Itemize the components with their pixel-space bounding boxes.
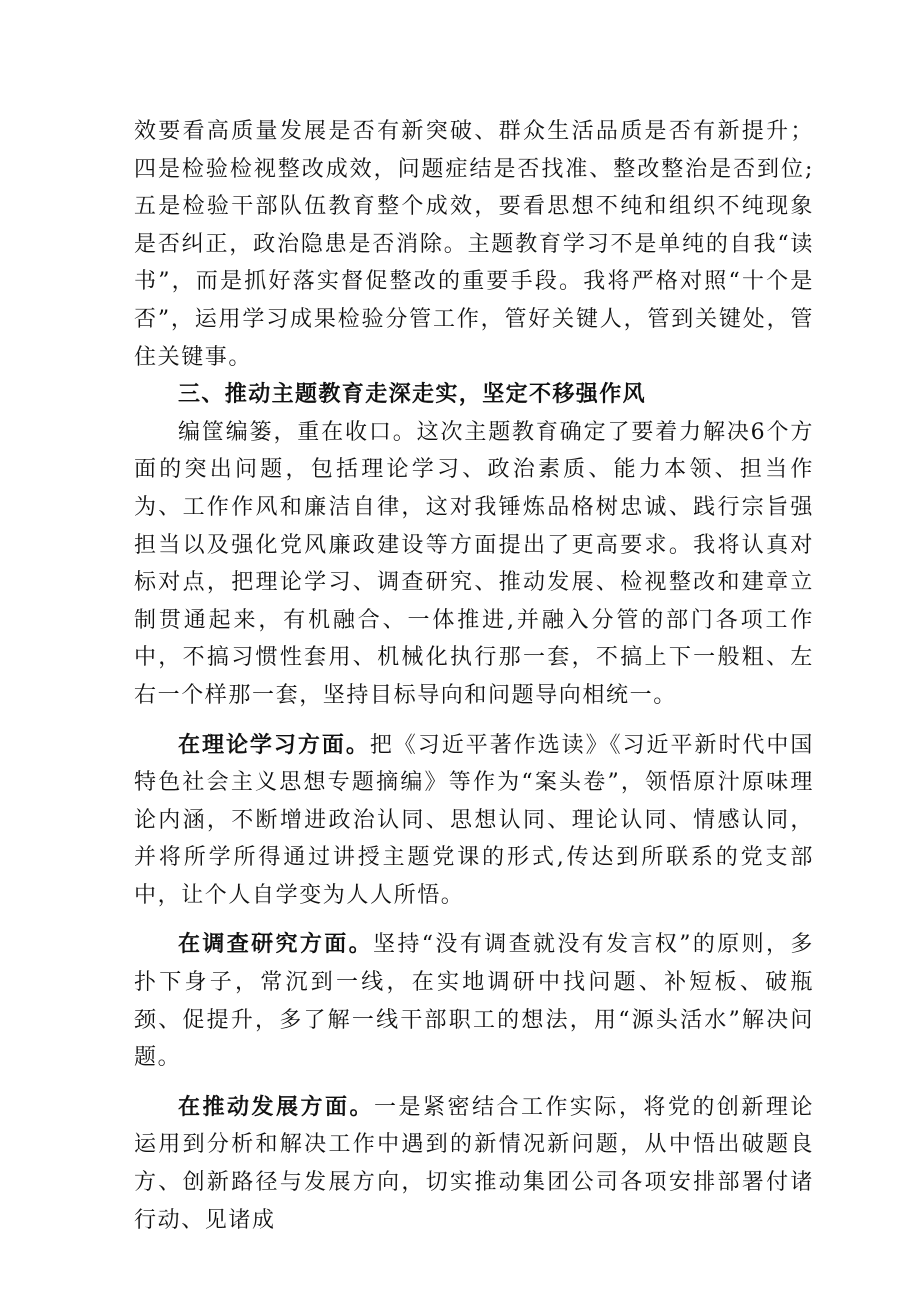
paragraph-investigation xyxy=(134,926,814,1076)
paragraph-inspection-items: 效要看高质量发展是否有新突破、群众生活品质是否有新提升；四是检验检视整改成效，问题症结是否找准、整改整治是否到位;五是检验干部队伍教育整个成效，要看思想不纯和组织不纯现象是否纠正，政治隐患是否消除。主题教育学习不是单纯的自我“读书”，而是抓好落实督促整改的重要手段。我将严格对照“十个是否”，运用学习成果检验分管工作，管好关键人，管到关键处，管住关键事。 xyxy=(134,119,814,370)
paragraph-theory-study xyxy=(134,727,814,915)
investigation-body: 坚持“没有调查就没有发言权”的原则，多扑下身子，常沉到一线，在实地调研中找问题、补短板、破瓶颈、促提升，多了解一线干部职工的想法，用“源头活水”解决问题。 xyxy=(134,932,814,1071)
paragraph-main-problems: 编筐编篓，重在收口。这次主题教育确定了要着力解决6个方面的突出问题，包括理论学习、政治素质、能力本领、担当作为、工作作风和廉洁自律，这对我锤炼品格树忠诚、践行宗旨强担当以及强化党风廉政建设等方面提出了更高要求。我将认真对标对点，把理论学习、调查研究、推动发展、检视整改和建章立制贯通起来，有机融合、一体推进,并融入分管的部门各项工作中，不搞习惯性套用、机械化执行那一套，不搞上下一般粗、左右一个样那一套，坚持目标导向和问题导向相统一。 xyxy=(134,419,814,708)
development-body: 一是紧密结合工作实际，将党的创新理论运用到分析和解决工作中遇到的新情况新问题，从中悟出破题良方、创新路径与发展方向，切实推动集团公司各项安排部署付诸行动、见诸成 xyxy=(134,1094,814,1233)
section-heading-three: 三、推动主题教育走深走实，坚定不移强作风 xyxy=(178,382,647,408)
development-lead: 在推动发展方面。 xyxy=(178,1094,374,1120)
investigation-lead: 在调查研究方面。 xyxy=(178,932,374,958)
paragraph-development xyxy=(134,1089,814,1239)
theory-study-lead: 在理论学习方面。 xyxy=(178,732,370,758)
theory-study-body: 把《习近平著作选读》《习近平新时代中国特色社会主义思想专题摘编》等作为“案头卷”，领悟原汁原味理论内涵，不断增进政治认同、思想认同、理论认同、情感认同，并将所学所得通过讲授主题党课的形式,传达到所联系的党支部中，让个人自学变为人人所悟。 xyxy=(134,732,814,908)
document-page xyxy=(134,113,814,1239)
